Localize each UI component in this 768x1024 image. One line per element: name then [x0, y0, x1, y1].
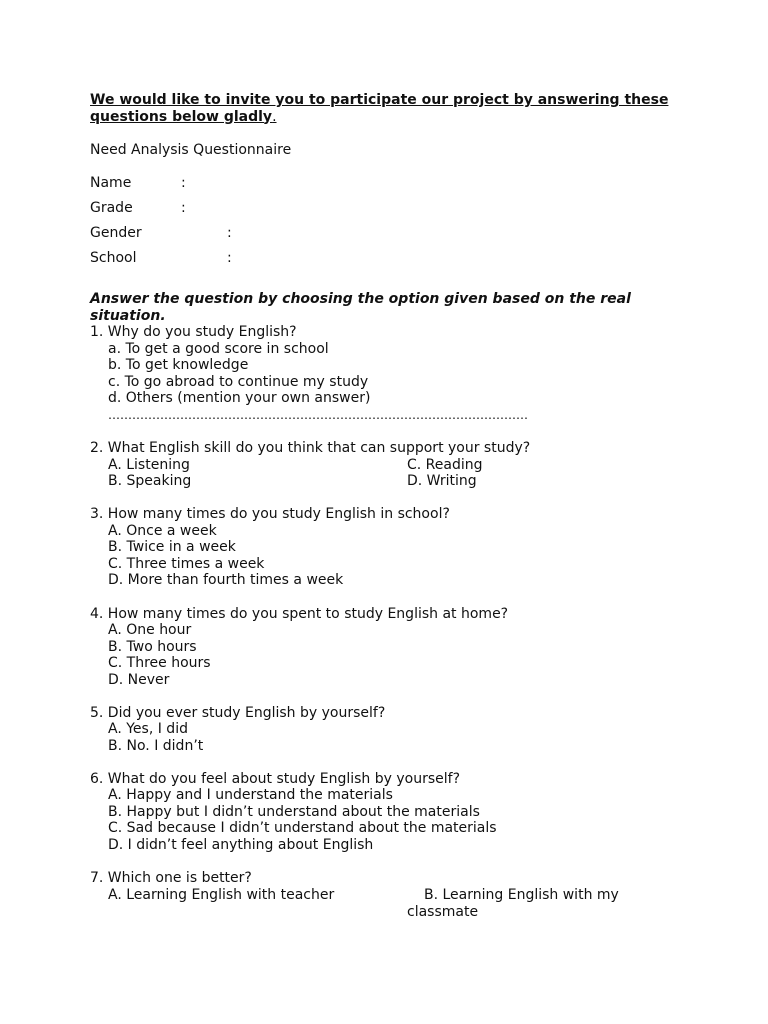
field-sep-gender: :	[227, 225, 232, 241]
q2-option-d: D. Writing	[407, 473, 477, 489]
q4-option-c: C. Three hours	[108, 655, 211, 671]
q7-option-b-line-1: B. Learning English with my	[424, 887, 619, 903]
question-7: 7. Which one is better?	[90, 870, 252, 886]
q1-option-b: b. To get knowledge	[108, 357, 249, 373]
question-5: 5. Did you ever study English by yourself?	[90, 705, 386, 721]
q6-option-a: A. Happy and I understand the materials	[108, 787, 393, 803]
q6-option-c: C. Sad because I didn’t understand about the materials	[108, 820, 497, 836]
q3-option-b: B. Twice in a week	[108, 539, 236, 555]
q3-option-c: C. Three times a week	[108, 556, 265, 572]
q1-option-a: a. To get a good score in school	[108, 341, 329, 357]
field-label-grade: Grade	[90, 200, 133, 216]
questionnaire-title: Need Analysis Questionnaire	[90, 142, 292, 158]
field-sep-school: :	[227, 250, 232, 266]
intro-heading	[90, 92, 668, 125]
question-6: 6. What do you feel about study English by yourself?	[90, 771, 460, 787]
q3-option-d: D. More than fourth times a week	[108, 572, 344, 588]
intro-period: .	[272, 108, 277, 125]
field-label-school: School	[90, 250, 137, 266]
q5-option-b: B. No. I didn’t	[108, 738, 204, 754]
field-label-name: Name	[90, 175, 132, 191]
q6-option-b: B. Happy but I didn’t understand about the materials	[108, 804, 480, 820]
field-sep-grade: :	[181, 200, 186, 216]
instruction-line-2: situation.	[90, 307, 166, 324]
q5-option-a: A. Yes, I did	[108, 721, 188, 737]
q4-option-a: A. One hour	[108, 622, 192, 638]
instruction-line-1: Answer the question by choosing the option given based on the real	[90, 291, 631, 307]
q1-answer-dots: ……………………………………………………………………………………………	[108, 408, 528, 422]
instruction	[90, 291, 631, 324]
q2-option-b: B. Speaking	[108, 473, 192, 489]
q7-option-a: A. Learning English with teacher	[108, 887, 335, 903]
q4-option-d: D. Never	[108, 672, 170, 688]
field-sep-name: :	[181, 175, 186, 191]
question-4: 4. How many times do you spent to study English at home?	[90, 606, 509, 622]
question-3: 3. How many times do you study English in school?	[90, 506, 450, 522]
q1-option-d: d. Others (mention your own answer)	[108, 390, 371, 406]
q2-option-c: C. Reading	[407, 457, 483, 473]
q4-option-b: B. Two hours	[108, 639, 197, 655]
question-1: 1. Why do you study English?	[90, 324, 297, 340]
intro-line-2: questions below gladly	[90, 108, 273, 125]
field-label-gender: Gender	[90, 225, 142, 241]
q6-option-d: D. I didn’t feel anything about English	[108, 837, 374, 853]
question-2: 2. What English skill do you think that can support your study?	[90, 440, 531, 456]
q2-option-a: A. Listening	[108, 457, 190, 473]
intro-line-1: We would like to invite you to participate our project by answering these	[90, 92, 669, 108]
intro-line-2-row	[90, 109, 668, 126]
q1-option-c: c. To go abroad to continue my study	[108, 374, 369, 390]
q3-option-a: A. Once a week	[108, 523, 217, 539]
q7-option-b-line-2: classmate	[407, 904, 479, 920]
